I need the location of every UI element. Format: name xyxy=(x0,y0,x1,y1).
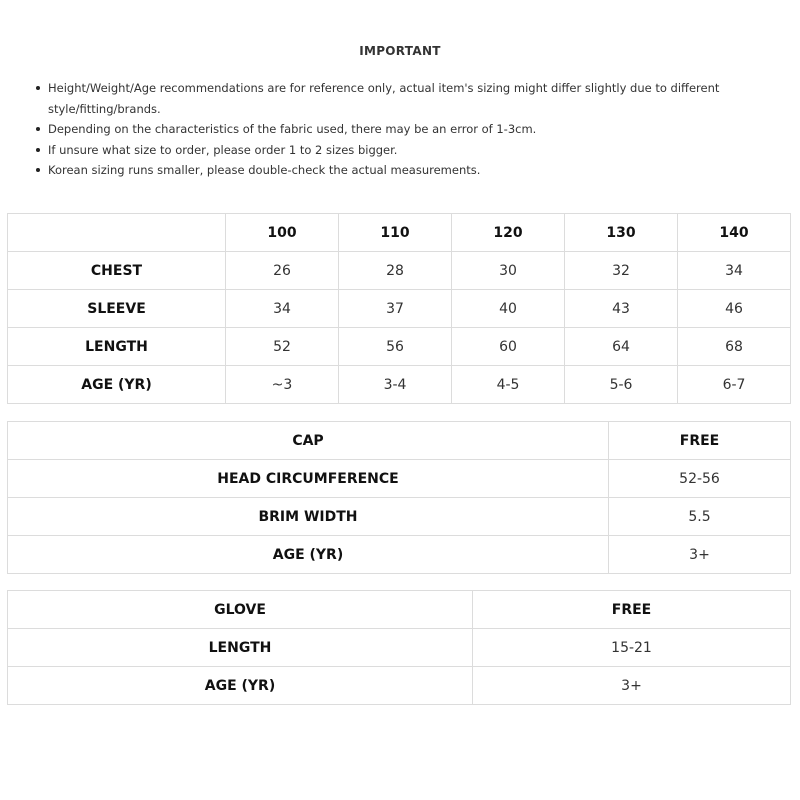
glove-header-label: GLOVE xyxy=(8,591,473,629)
note-item: Height/Weight/Age recommendations are for reference only, actual item's sizing might differ slightly due to different style/fitting/brands. xyxy=(36,78,766,119)
table-header-row xyxy=(8,422,791,460)
cap-size-table xyxy=(7,421,791,574)
table-cell: 34 xyxy=(678,252,791,290)
page-title: IMPORTANT xyxy=(359,44,441,58)
table-cell: 60 xyxy=(452,328,565,366)
table-row xyxy=(8,366,791,404)
size-header: 110 xyxy=(339,214,452,252)
clothing-size-table xyxy=(7,213,791,404)
row-label: AGE (YR) xyxy=(8,667,473,705)
glove-size-table xyxy=(7,590,791,705)
table-cell: 68 xyxy=(678,328,791,366)
table-cell: 46 xyxy=(678,290,791,328)
note-item: Korean sizing runs smaller, please double-check the actual measurements. xyxy=(36,160,766,181)
table-cell: 56 xyxy=(339,328,452,366)
table-cell: 3-4 xyxy=(339,366,452,404)
table-cell: 52 xyxy=(226,328,339,366)
table-cell: 15-21 xyxy=(473,629,791,667)
table-cell: 5-6 xyxy=(565,366,678,404)
row-label: LENGTH xyxy=(8,328,226,366)
note-item: Depending on the characteristics of the fabric used, there may be an error of 1-3cm. xyxy=(36,119,766,140)
table-row xyxy=(8,252,791,290)
table-cell: 52-56 xyxy=(609,460,791,498)
table-cell: 3+ xyxy=(473,667,791,705)
table-cell: 43 xyxy=(565,290,678,328)
row-label: BRIM WIDTH xyxy=(8,498,609,536)
cap-header-label: CAP xyxy=(8,422,609,460)
table-cell: 64 xyxy=(565,328,678,366)
table-row xyxy=(8,290,791,328)
table-cell: 37 xyxy=(339,290,452,328)
size-header: 100 xyxy=(226,214,339,252)
row-label: HEAD CIRCUMFERENCE xyxy=(8,460,609,498)
size-header: 120 xyxy=(452,214,565,252)
table-row xyxy=(8,667,791,705)
table-row xyxy=(8,629,791,667)
row-label: CHEST xyxy=(8,252,226,290)
table-cell: 30 xyxy=(452,252,565,290)
notes-list xyxy=(36,78,766,181)
table-row xyxy=(8,460,791,498)
cap-header-value: FREE xyxy=(609,422,791,460)
table-cell: 6-7 xyxy=(678,366,791,404)
row-label: LENGTH xyxy=(8,629,473,667)
table-header-row xyxy=(8,214,791,252)
table-cell: 26 xyxy=(226,252,339,290)
size-header: 140 xyxy=(678,214,791,252)
table-cell: ~3 xyxy=(226,366,339,404)
row-label: AGE (YR) xyxy=(8,366,226,404)
table-cell: 34 xyxy=(226,290,339,328)
table-cell: 3+ xyxy=(609,536,791,574)
table-cell: 5.5 xyxy=(609,498,791,536)
table-cell: 40 xyxy=(452,290,565,328)
table-row xyxy=(8,498,791,536)
row-label: SLEEVE xyxy=(8,290,226,328)
table-cell: 32 xyxy=(565,252,678,290)
table-cell: 28 xyxy=(339,252,452,290)
table-header-row xyxy=(8,591,791,629)
table-cell: 4-5 xyxy=(452,366,565,404)
corner-cell xyxy=(8,214,226,252)
note-item: If unsure what size to order, please order 1 to 2 sizes bigger. xyxy=(36,140,766,161)
table-row xyxy=(8,328,791,366)
row-label: AGE (YR) xyxy=(8,536,609,574)
table-row xyxy=(8,536,791,574)
glove-header-value: FREE xyxy=(473,591,791,629)
size-header: 130 xyxy=(565,214,678,252)
